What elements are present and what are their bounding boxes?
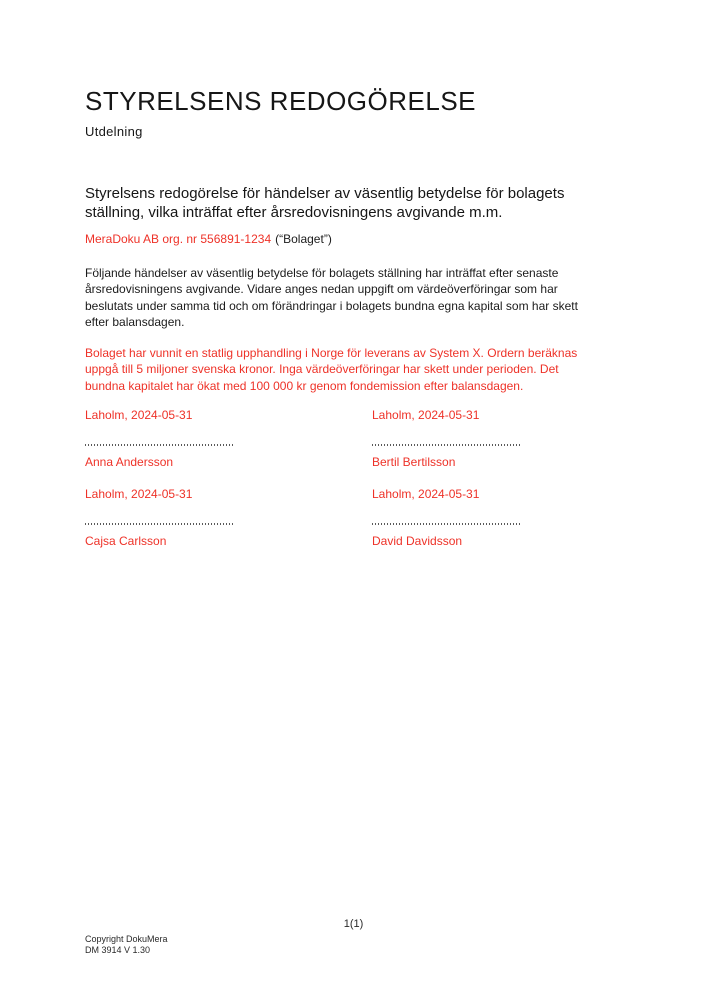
- signature-block: [85, 487, 372, 549]
- footer-copyright: [85, 934, 168, 956]
- signature-block: [372, 408, 600, 470]
- signature-place-date: Laholm, 2024-05-31: [85, 487, 193, 502]
- signature-block: [85, 408, 372, 470]
- company-designation: (“Bolaget”): [275, 232, 332, 246]
- signature-block: [372, 487, 600, 549]
- signature-name: Anna Andersson: [85, 455, 174, 470]
- doc-code-line: DM 3914 V 1.30: [85, 945, 151, 955]
- signature-dotted-line: [372, 444, 522, 446]
- document-subtitle: Utdelning: [85, 124, 143, 139]
- signature-place-date: Laholm, 2024-05-31: [85, 408, 193, 423]
- signature-section: [85, 408, 600, 549]
- company-name-orgnr: MeraDoku AB org. nr 556891-1234: [85, 232, 272, 246]
- signature-name: Cajsa Carlsson: [85, 534, 167, 549]
- signature-name: Bertil Bertilsson: [372, 455, 456, 470]
- signature-place-date: Laholm, 2024-05-31: [372, 408, 480, 423]
- copyright-line: Copyright DokuMera: [85, 934, 168, 944]
- signature-name: David Davidsson: [372, 534, 463, 549]
- page-number: 1(1): [343, 918, 364, 930]
- signature-dotted-line: [85, 523, 235, 525]
- section-heading: Styrelsens redogörelse för händelser av väsentlig betydelse för bolagets ställning, vilka inträffat efter årsredovisningens avgivande m.m.: [85, 185, 565, 221]
- document-title: STYRELSENS REDOGÖRELSE: [85, 86, 476, 116]
- signature-dotted-line: [372, 523, 522, 525]
- signature-place-date: Laholm, 2024-05-31: [372, 487, 480, 502]
- signature-dotted-line: [85, 444, 235, 446]
- events-paragraph: Bolaget har vunnit en statlig upphandling i Norge för leverans av System X. Ordern beräknas uppgå till 5 miljoner svenska kronor. Inga värdeöverföringar har skett under perioden. Det bundna kapitalet har ökat med 100 000 kr genom fondemission efter balansdagen.: [85, 346, 578, 393]
- intro-paragraph: Följande händelser av väsentlig betydelse för bolagets ställning har inträffat efter senaste årsredovisningens avgivande. Vidare anges nedan uppgift om värdeöverföringar som har beslutats under samma tid och om förändringar i bolagets bundna egna kapital som har skett efter balansdagen.: [85, 266, 578, 329]
- company-identification-line: [85, 232, 600, 246]
